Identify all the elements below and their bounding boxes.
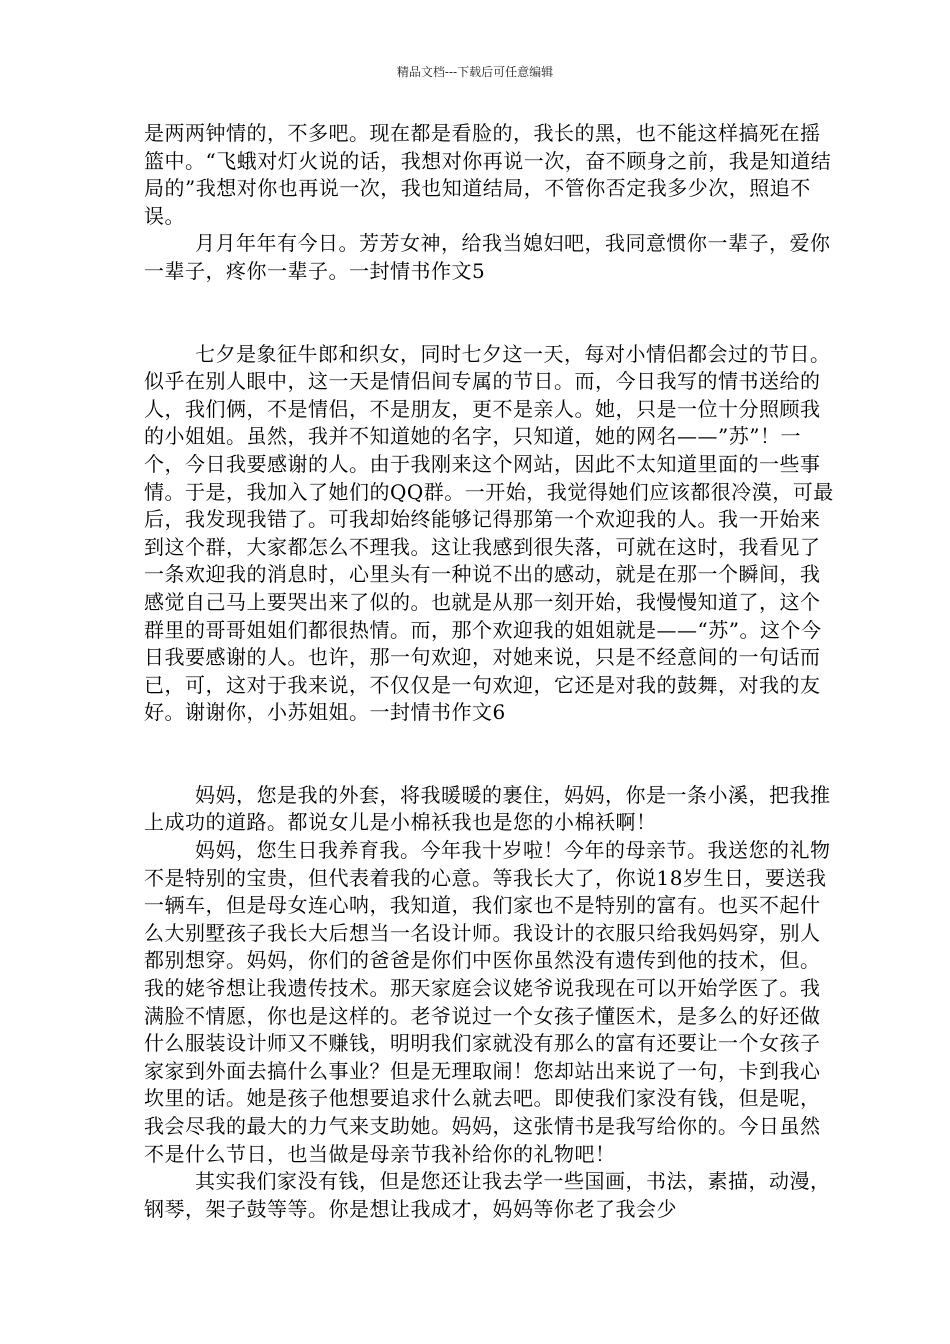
paragraph-5: 妈妈，您生日我养育我。今年我十岁啦！今年的母亲节。我送您的礼物不是特别的宝贵，但代表着我的心意。等我长大了，你说18岁生日，要送我一辆车，但是母女连心呐，我知道，我们家也不是特别的富有。也买不起什么大别墅孩子我长大后想当一名设计师。我设计的衣服只给我妈妈穿，别人都别想穿。妈妈，你们的爸爸是你们中医你虽然没有遗传到他的技术，但。我的姥爷想让我遗传技术。那天家庭会议姥爷说我现在可以开始学医了。我满脸不情愿，你也是这样的。老爷说过一个女孩子懂医术，是多么的好还做什么服装设计师又不赚钱，明明我们家就没有那么的富有还要让一个女孩子家家到外面去搞什么事业？但是无理取闹！您却站出来说了一句，卡到我心坎里的话。她是孩子他想要追求什么就去吧。即使我们家没有钱，但是呢，我会尽我的最大的力气来支助她。妈妈，这张情书是我写给你的。今日虽然不是什么节日，也当做是母亲节我补给你的礼物吧！ [144, 838, 831, 1166]
paragraph-spacer [144, 727, 834, 782]
paragraph-1: 是两两钟情的，不多吧。现在都是看脸的，我长的黑，也不能这样搞死在摇篮中。“飞蛾对灯火说的话，我想对你再说一次，奋不顾身之前，我是知道结局的”我想对你也再说一次，我也知道结局，不管你否定我多少次，照追不误。 [144, 121, 832, 228]
document-body [144, 120, 834, 1223]
paragraph-4: 妈妈，您是我的外套，将我暖暖的裹住，妈妈，你是一条小溪，把我推上成功的道路。都说女儿是小棉袄我也是您的小棉袄啊！ [144, 782, 831, 835]
paragraph-spacer [144, 286, 834, 341]
paragraph-6: 其实我们家没有钱，但是您还让我去学一些国画，书法，素描，动漫，钢琴，架子鼓等等。你是想让我成才，妈妈等你老了我会少 [144, 1169, 831, 1221]
paragraph-3: 七夕是象征牛郎和织女，同时七夕这一天，每对小情侣都会过的节日。似乎在别人眼中，这一天是情侣间专属的节日。而，今日我写的情书送给的人，我们俩，不是情侣，不是朋友，更不是亲人。她，只是一位十分照顾我的小姐姐。虽然，我并不知道她的名字，只知道，她的网名——”苏”！一个，今日我要感谢的人。由于我刚来这个网站，因此不太知道里面的一些事情。于是，我加入了她们的QQ群。一开始，我觉得她们应该都很冷漠，可最后，我发现我错了。可我却始终能够记得那第一个欢迎我的人。我一开始来到这个群，大家都怎么不理我。这让我感到很失落，可就在这时，我看见了一条欢迎我的消息时，心里头有一种说不出的感动，就是在那一个瞬间，我感觉自己马上要哭出来了似的。也就是从那一刻开始，我慢慢知道了，这个群里的哥哥姐姐们都很热情。而，那个欢迎我的姐姐就是——“苏”。这个今日我要感谢的人。也许，那一句欢迎，对她来说，只是不经意间的一句话而已，可，这对于我来说，不仅仅是一句欢迎，它还是对我的鼓舞，对我的友好。谢谢你，小苏姐姐。一封情书作文6 [144, 341, 834, 725]
page-header: 精品文档---下载后可任意编辑 [396, 65, 554, 79]
paragraph-2: 月月年年有今日。芳芳女神，给我当媳妇吧，我同意惯你一辈子，爱你一辈子，疼你一辈子。一封情书作文5 [144, 231, 831, 283]
